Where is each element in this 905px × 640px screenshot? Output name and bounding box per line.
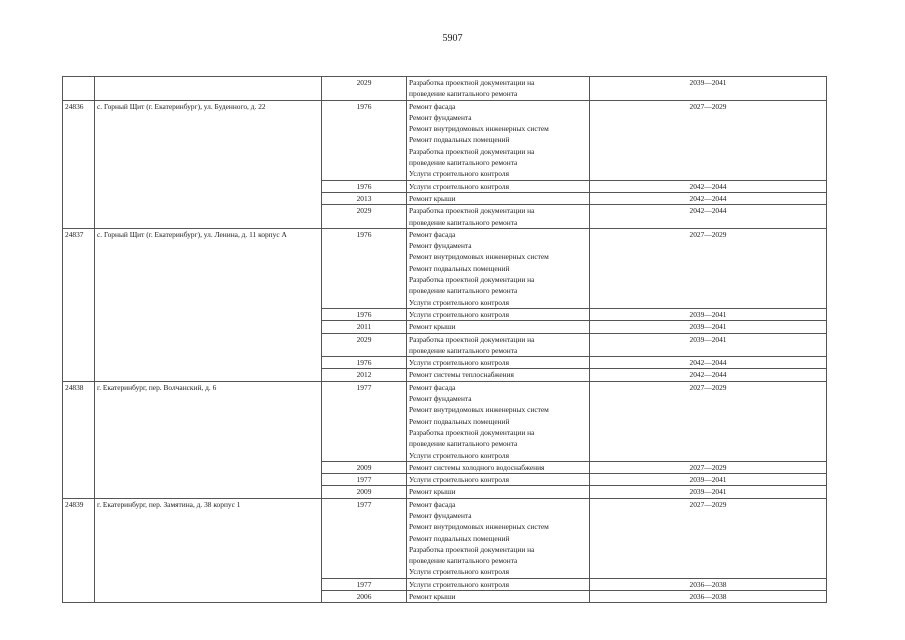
- work-type: Ремонт фундамента: [409, 510, 472, 520]
- work-type: Ремонт внутридомовых инженерных систем: [409, 405, 549, 415]
- work-type: Ремонт внутридомовых инженерных систем: [409, 124, 549, 134]
- last-repair-year: 2013: [322, 192, 407, 204]
- work-type: Ремонт фасада: [409, 499, 456, 509]
- work-type: Разработка проектной документации на: [409, 334, 535, 344]
- work-types: [407, 192, 590, 204]
- table-row: [63, 498, 827, 578]
- work-type: Ремонт системы теплоснабжения: [409, 370, 514, 380]
- last-repair-year: 2029: [322, 333, 407, 357]
- last-repair-year: 2009: [322, 486, 407, 498]
- object-address: с. Горный Щит (г. Екатеринбург), ул. Ленина, д. 11 корпус А: [95, 228, 322, 381]
- work-types: [407, 474, 590, 486]
- work-types: [407, 578, 590, 590]
- work-type: Ремонт фундамента: [409, 241, 472, 251]
- object-address: г. Екатеринбург, пер. Замятина, д. 38 корпус 1: [95, 498, 322, 603]
- planned-period: 2042—2044: [590, 180, 827, 192]
- planned-period: 2039—2041: [590, 308, 827, 320]
- planned-period: 2042—2044: [590, 192, 827, 204]
- last-repair-year: 1977: [322, 381, 407, 461]
- last-repair-year: 1976: [322, 308, 407, 320]
- object-number: [63, 77, 95, 101]
- planned-period: 2027—2029: [590, 100, 827, 180]
- table-row: [63, 228, 827, 308]
- work-type: Ремонт фасада: [409, 382, 456, 392]
- work-type: Ремонт подвальных помещений: [409, 533, 510, 543]
- work-type: Ремонт крыши: [409, 322, 456, 332]
- work-types: [407, 498, 590, 578]
- planned-period: 2027—2029: [590, 381, 827, 461]
- work-type: Ремонт крыши: [409, 487, 456, 497]
- work-type: Услуги строительного контроля: [409, 579, 509, 589]
- schedule-body: [63, 77, 827, 603]
- work-type: Ремонт подвальных помещений: [409, 263, 510, 273]
- work-types: [407, 591, 590, 603]
- planned-period: 2042—2044: [590, 205, 827, 229]
- work-type: Ремонт внутридомовых инженерных систем: [409, 252, 549, 262]
- work-type: Ремонт подвальных помещений: [409, 135, 510, 145]
- last-repair-year: 1976: [322, 357, 407, 369]
- work-types: [407, 357, 590, 369]
- work-type: Ремонт фасада: [409, 229, 456, 239]
- repair-schedule-table: [62, 76, 827, 603]
- work-type: Разработка проектной документации на: [409, 544, 535, 554]
- last-repair-year: 1976: [322, 100, 407, 180]
- work-type: Разработка проектной документации на: [409, 146, 535, 156]
- work-type: Разработка проектной документации на: [409, 275, 535, 285]
- last-repair-year: 2011: [322, 321, 407, 333]
- work-types: [407, 321, 590, 333]
- work-types: [407, 461, 590, 473]
- work-type: Ремонт крыши: [409, 592, 456, 602]
- last-repair-year: 2012: [322, 369, 407, 381]
- work-type: проведение капитального ремонта: [409, 345, 518, 355]
- object-address: с. Горный Щит (г. Екатеринбург), ул. Буденного, д. 22: [95, 100, 322, 228]
- last-repair-year: 1977: [322, 498, 407, 578]
- work-type: Разработка проектной документации на: [409, 78, 535, 87]
- planned-period: 2039—2041: [590, 321, 827, 333]
- planned-period: 2039—2041: [590, 474, 827, 486]
- last-repair-year: 1976: [322, 228, 407, 308]
- object-number: 24838: [63, 381, 95, 498]
- planned-period: 2039—2041: [590, 77, 827, 101]
- work-type: проведение капитального ремонта: [409, 439, 518, 449]
- planned-period: 2036—2038: [590, 578, 827, 590]
- object-address: г. Екатеринбург, пер. Волчанский, д. 6: [95, 381, 322, 498]
- work-type: Услуги строительного контроля: [409, 297, 509, 307]
- work-types: [407, 369, 590, 381]
- work-types: [407, 205, 590, 229]
- object-number: 24836: [63, 100, 95, 228]
- work-type: Ремонт крыши: [409, 193, 456, 203]
- work-type: проведение капитального ремонта: [409, 158, 518, 168]
- planned-period: 2042—2044: [590, 357, 827, 369]
- last-repair-year: 1976: [322, 180, 407, 192]
- work-types: [407, 228, 590, 308]
- work-type: Услуги строительного контроля: [409, 475, 509, 485]
- work-type: Разработка проектной документации на: [409, 206, 535, 216]
- work-type: Ремонт внутридомовых инженерных систем: [409, 522, 549, 532]
- planned-period: 2027—2029: [590, 498, 827, 578]
- last-repair-year: 2006: [322, 591, 407, 603]
- work-type: Услуги строительного контроля: [409, 358, 509, 368]
- last-repair-year: 1977: [322, 474, 407, 486]
- work-types: [407, 333, 590, 357]
- object-address: [95, 77, 322, 101]
- planned-period: 2036—2038: [590, 591, 827, 603]
- last-repair-year: 2009: [322, 461, 407, 473]
- work-type: Ремонт фундамента: [409, 394, 472, 404]
- table-row: [63, 77, 827, 101]
- work-types: [407, 100, 590, 180]
- work-type: Ремонт фасада: [409, 101, 456, 111]
- work-types: [407, 308, 590, 320]
- table-row: [63, 381, 827, 461]
- work-type: Услуги строительного контроля: [409, 169, 509, 179]
- planned-period: 2042—2044: [590, 369, 827, 381]
- planned-period: 2039—2041: [590, 333, 827, 357]
- work-types: [407, 180, 590, 192]
- work-type: проведение капитального ремонта: [409, 556, 518, 566]
- work-type: Ремонт системы холодного водоснабжения: [409, 462, 545, 472]
- work-type: проведение капитального ремонта: [409, 286, 518, 296]
- planned-period: 2039—2041: [590, 486, 827, 498]
- work-type: проведение капитального ремонта: [409, 89, 518, 99]
- table-row: [63, 100, 827, 180]
- work-type: Разработка проектной документации на: [409, 427, 535, 437]
- last-repair-year: 1977: [322, 578, 407, 590]
- last-repair-year: 2029: [322, 205, 407, 229]
- object-number: 24837: [63, 228, 95, 381]
- work-type: Услуги строительного контроля: [409, 309, 509, 319]
- work-type: Услуги строительного контроля: [409, 567, 509, 577]
- work-types: [407, 77, 590, 101]
- work-type: Услуги строительного контроля: [409, 450, 509, 460]
- work-type: Ремонт подвальных помещений: [409, 416, 510, 426]
- work-type: проведение капитального ремонта: [409, 217, 518, 227]
- planned-period: 2027—2029: [590, 461, 827, 473]
- work-types: [407, 381, 590, 461]
- page-number: 5907: [442, 33, 463, 44]
- planned-period: 2027—2029: [590, 228, 827, 308]
- last-repair-year: 2029: [322, 77, 407, 101]
- work-type: Услуги строительного контроля: [409, 181, 509, 191]
- object-number: 24839: [63, 498, 95, 603]
- work-type: Ремонт фундамента: [409, 112, 472, 122]
- work-types: [407, 486, 590, 498]
